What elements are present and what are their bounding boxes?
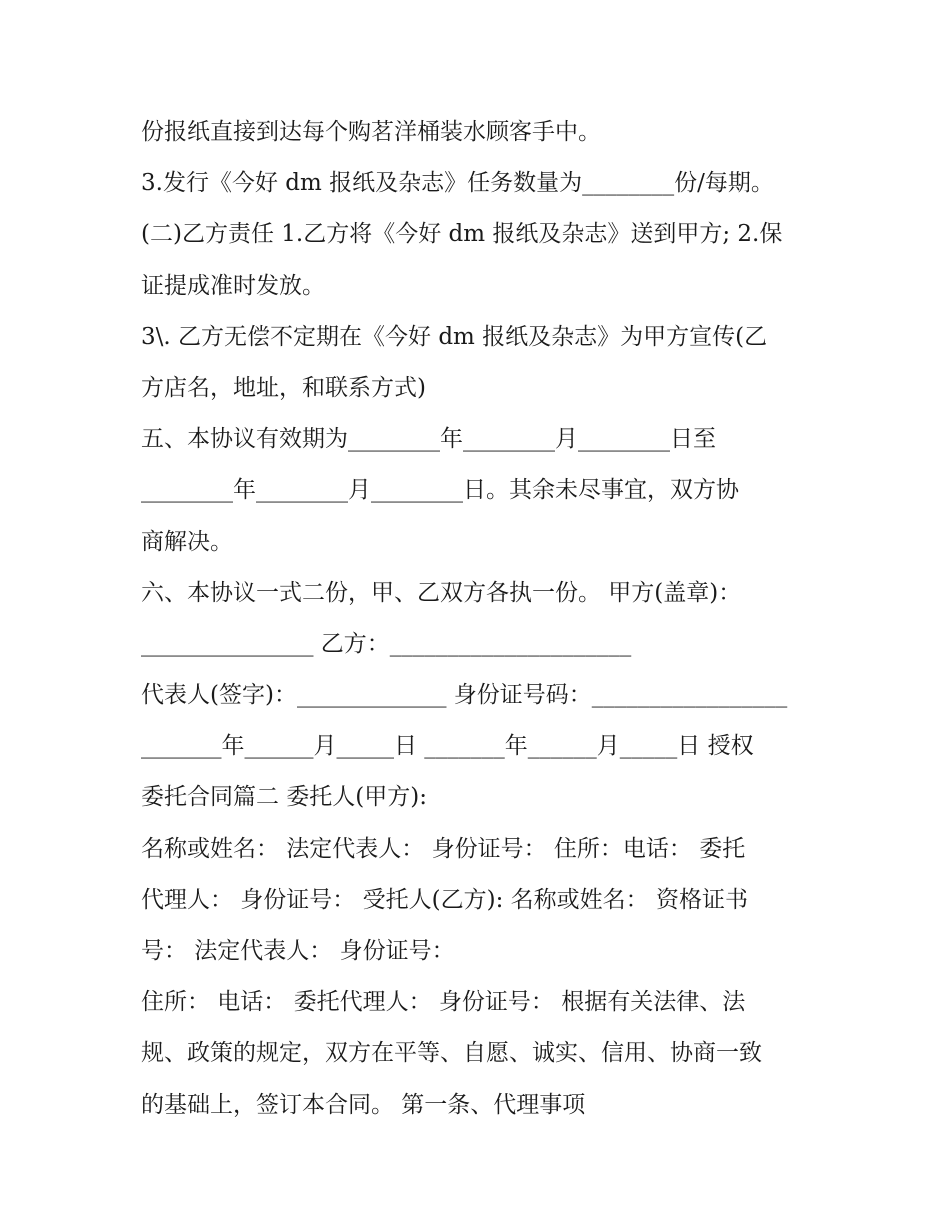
text-line: 代表人(签字)：_____________ 身份证号码：_________________ <box>141 682 788 709</box>
text-line: 规、政策的规定，双方在平等、自愿、诚实、信用、协商一致 <box>141 1040 762 1067</box>
text-line: ________年________月________日。其余未尽事宜，双方协 <box>141 477 739 504</box>
text-line: _______年______月_____日 _______年______月_____日 授权 <box>141 733 754 760</box>
text-line: 六、本协议一式二份，甲、乙双方各执一份。 甲方(盖章)： <box>141 579 742 606</box>
text-line: 号： 法定代表人： 身份证号： <box>141 938 455 964</box>
text-line: 3\. 乙方无偿不定期在《今好 dm 报纸及杂志》为甲方宣传(乙 <box>141 323 768 350</box>
document-body <box>141 107 821 1131</box>
text-line: 证提成准时发放。 <box>141 272 325 299</box>
text-line: 委托合同篇二 委托人(甲方): <box>141 784 428 811</box>
text-line: 住所： 电话： 委托代理人： 身份证号： 根据有关法律、法 <box>141 989 746 1016</box>
text-line: 商解决。 <box>141 528 233 555</box>
text-line: 方店名，地址，和联系方式) <box>141 374 426 401</box>
text-line: _______________ 乙方：_____________________ <box>141 630 632 657</box>
text-line: 3.发行《今好 dm 报纸及杂志》任务数量为________份/每期。 <box>141 170 774 197</box>
text-line: 五、本协议有效期为________年________月________日至 <box>141 426 716 453</box>
text-line: 份报纸直接到达每个购茗洋桶装水顾客手中。 <box>141 119 601 145</box>
text-line: 的基础上，签订本合同。 第一条、代理事项 <box>141 1091 586 1118</box>
text-line: (二)乙方责任 1.乙方将《今好 dm 报纸及杂志》送到甲方; 2.保 <box>141 221 783 248</box>
text-line: 名称或姓名： 法定代表人： 身份证号： 住所：电话： 委托 <box>141 835 746 862</box>
text-line: 代理人： 身份证号： 受托人(乙方): 名称或姓名： 资格证书 <box>141 886 748 913</box>
